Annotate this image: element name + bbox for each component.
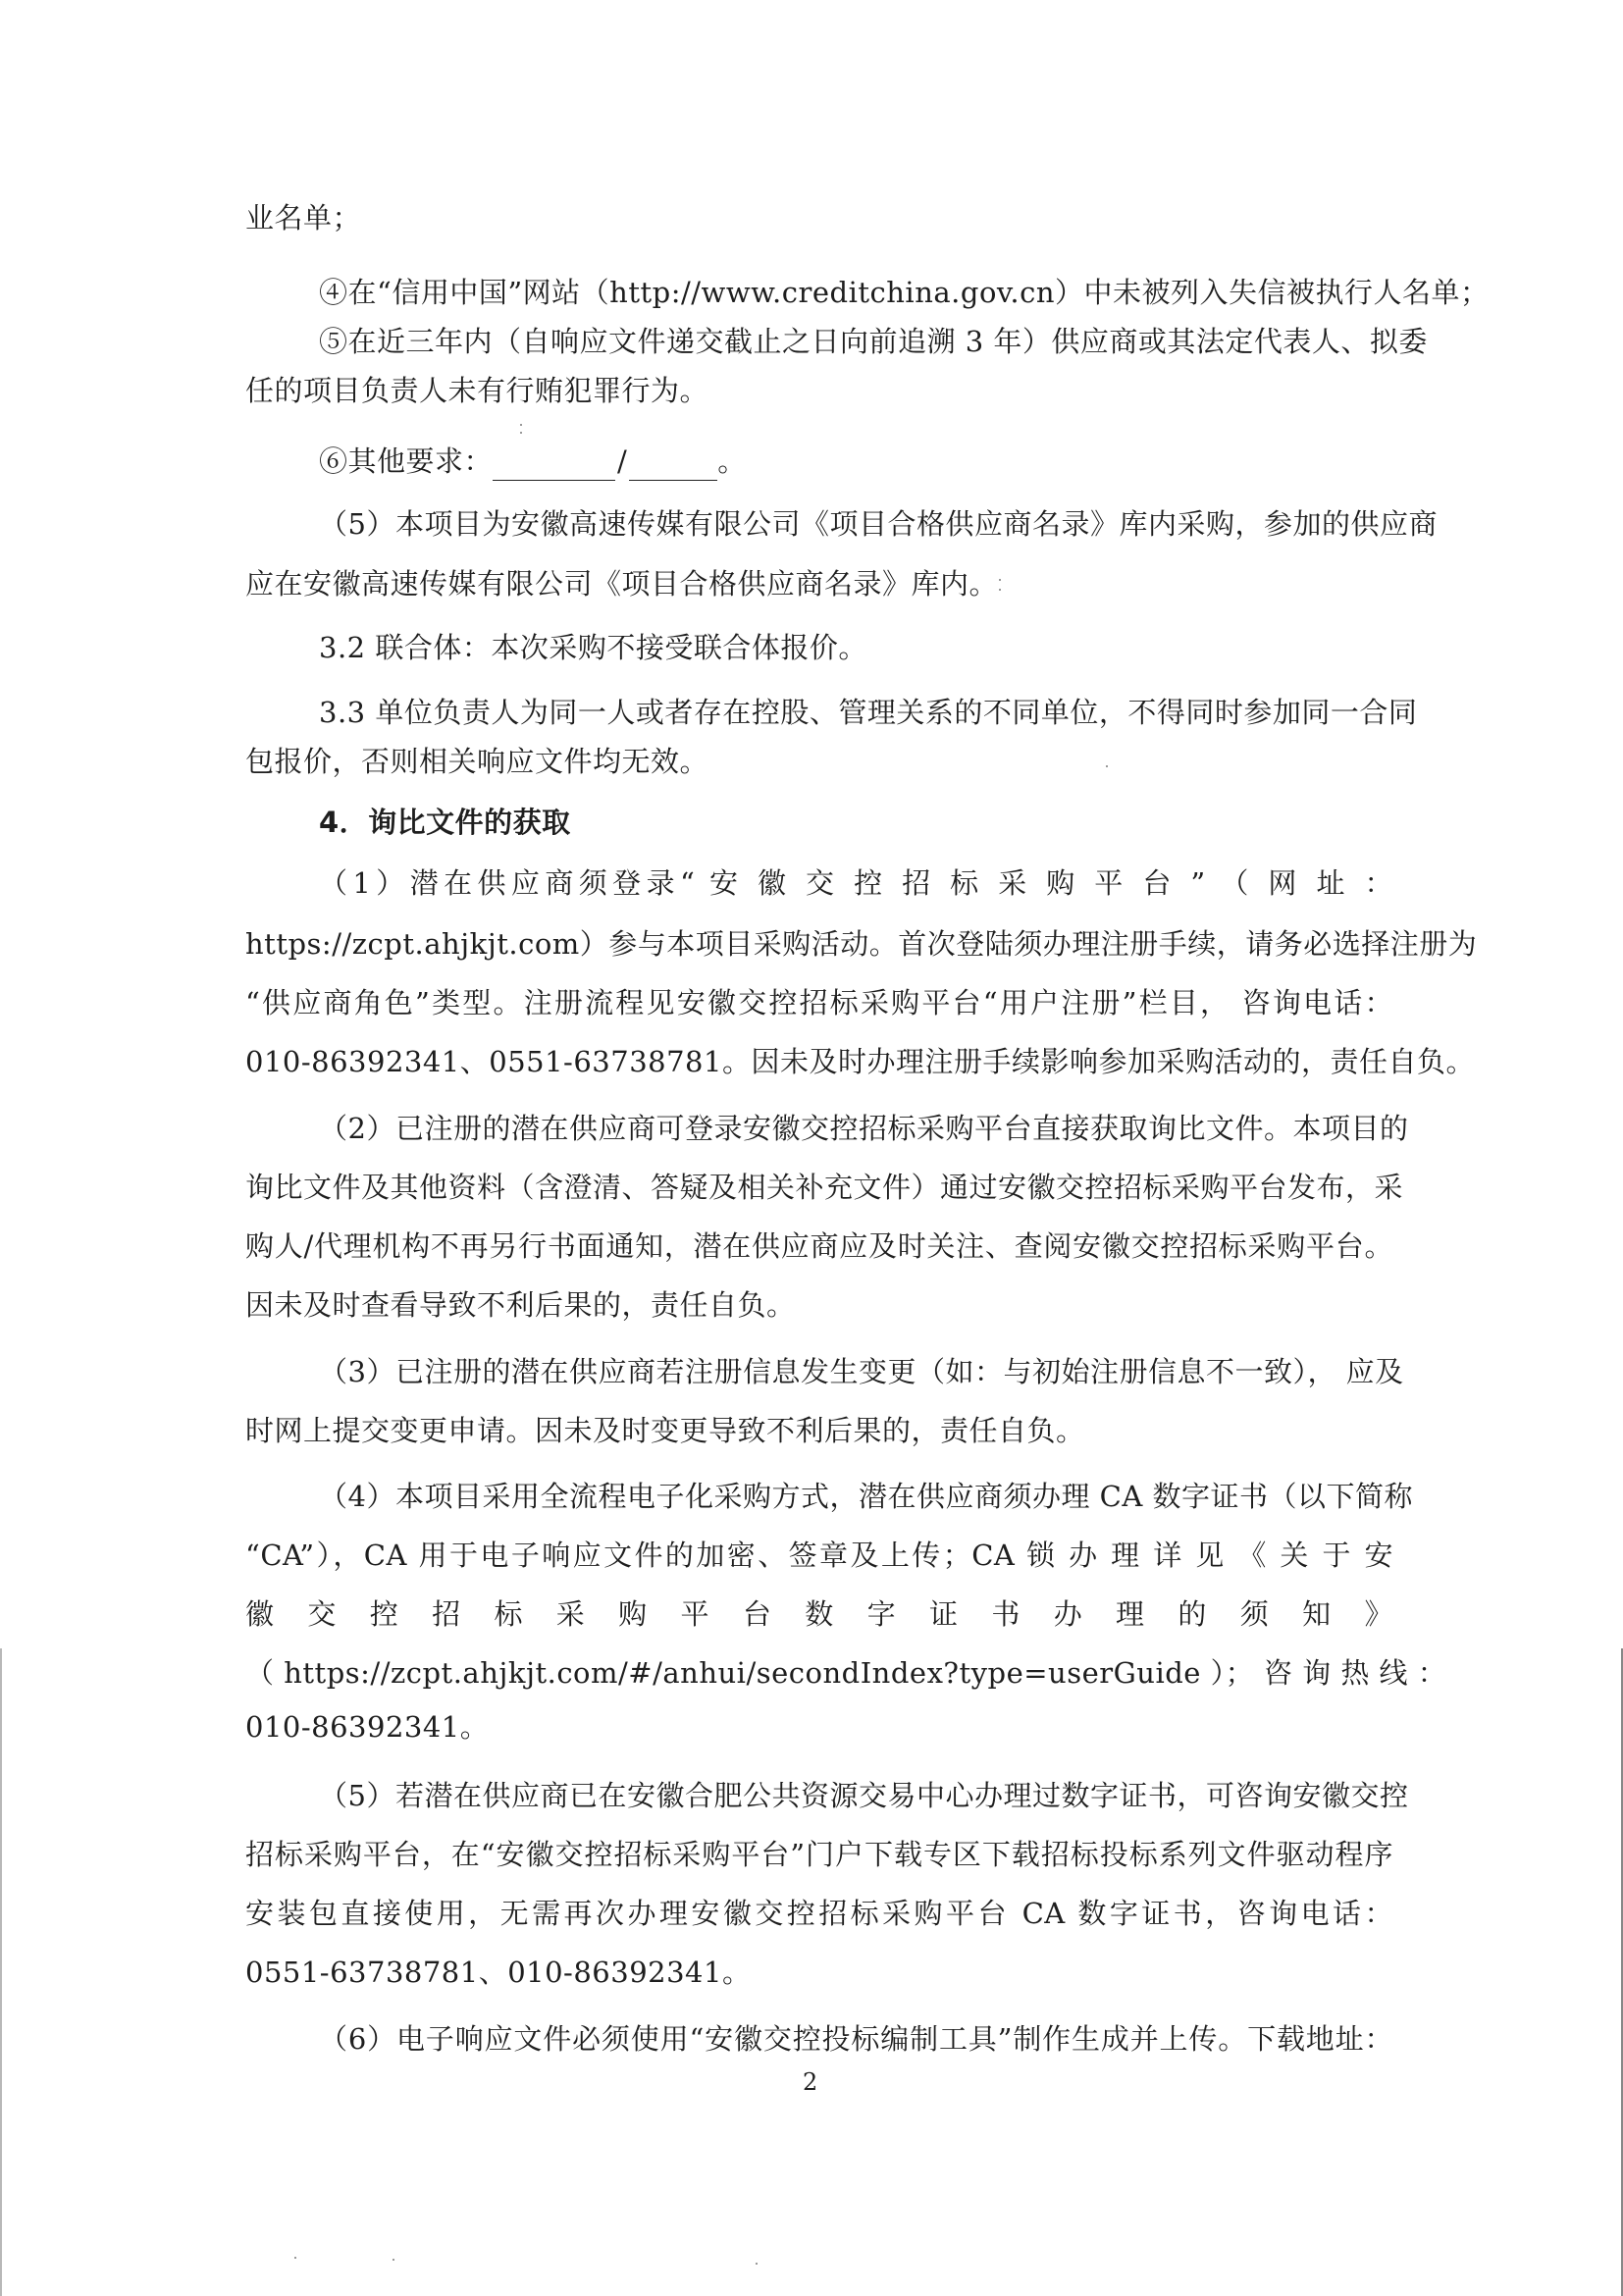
text-line: （ https://zcpt.ahjkjt.com/#/anhui/secondIndex?type=userGuide ）； 咨 询 热 线 ： xyxy=(245,1656,1447,1690)
scan-speck xyxy=(1106,765,1108,767)
text-line: 010-86392341。 xyxy=(245,1710,490,1744)
blank-field xyxy=(629,452,717,481)
text-line: ④在“信用中国”网站（http://www.creditchina.gov.cn）中未被列入失信被执行人名单； xyxy=(319,276,1490,309)
text-line: 业名单； xyxy=(245,201,362,235)
section-heading: 4．询比文件的获取 xyxy=(319,806,571,839)
text-line: （5）若潜在供应商已在安徽合肥公共资源交易中心办理过数字证书，可咨询安徽交控 xyxy=(319,1779,1409,1812)
text-line: 0551-63738781、010-86392341。 xyxy=(245,1956,752,1989)
text-line: 安装包直接使用，无需再次办理安徽交控招标采购平台 CA 数字证书，咨询电话： xyxy=(245,1897,1393,1930)
text-line: ⑤在近三年内（自响应文件递交截止之日向前追溯 3 年）供应商或其法定代表人、拟委 xyxy=(319,325,1428,358)
text-line: （1）潜在供应商须登录“ 安 徽 交 控 招 标 采 购 平 台 ” （ 网 址 ： xyxy=(319,866,1393,900)
scan-speck xyxy=(999,589,1001,591)
text-line: （6）电子响应文件必须使用“安徽交控投标编制工具”制作生成并上传。下载地址： xyxy=(319,2022,1393,2056)
blank-separator: / xyxy=(617,444,628,478)
scan-speck xyxy=(393,2259,394,2261)
text-line: （2）已注册的潜在供应商可登录安徽交控招标采购平台直接获取询比文件。本项目的 xyxy=(319,1112,1409,1145)
text-line: 应在安徽高速传媒有限公司《项目合格供应商名录》库内。 xyxy=(245,567,999,600)
text-line: 询比文件及其他资料（含澄清、答疑及相关补充文件）通过安徽交控招标采购平台发布，采 xyxy=(245,1171,1404,1204)
scan-edge-mark xyxy=(0,1648,2,2296)
text-line: 任的项目负责人未有行贿犯罪行为。 xyxy=(245,374,709,407)
text-line: 3.2 联合体：本次采购不接受联合体报价。 xyxy=(319,631,867,664)
text-line: 徽 交 控 招 标 采 购 平 台 数 字 证 书 办 理 的 须 知 》 xyxy=(245,1597,1393,1631)
page-number: 2 xyxy=(803,2068,818,2096)
text-line: 招标采购平台，在“安徽交控招标采购平台”门户下载专区下载招标投标系列文件驱动程序 xyxy=(245,1838,1393,1871)
text-line: （4）本项目采用全流程电子化采购方式，潜在供应商须办理 CA 数字证书（以下简称 xyxy=(319,1480,1414,1513)
scan-speck xyxy=(999,579,1001,581)
text-line: “CA”），CA 用于电子响应文件的加密、签章及上传；CA 锁 办 理 详 见 《 关 于 安 xyxy=(245,1539,1393,1572)
text-line: https://zcpt.ahjkjt.com）参与本项目采购活动。首次登陆须办理注册手续，请务必选择注册为 xyxy=(245,927,1478,961)
text-line: （5）本项目为安徽高速传媒有限公司《项目合格供应商名录》库内采购，参加的供应商 xyxy=(319,507,1438,541)
text-line: 包报价，否则相关响应文件均无效。 xyxy=(245,745,709,778)
blank-field xyxy=(493,452,615,481)
text-line: 因未及时查看导致不利后果的，责任自负。 xyxy=(245,1288,796,1322)
text-line: 购人/代理机构不再另行书面通知，潜在供应商应及时关注、查阅安徽交控招标采购平台。 xyxy=(245,1229,1393,1263)
text-line: 010-86392341、0551-63738781。因未及时办理注册手续影响参加采购活动的，责任自负。 xyxy=(245,1045,1475,1078)
other-requirements-label: ⑥其他要求： xyxy=(319,444,494,478)
text-line: （3）已注册的潜在供应商若注册信息发生变更（如：与初始注册信息不一致）， 应及 xyxy=(319,1355,1404,1388)
scan-speck xyxy=(756,2263,758,2265)
text-line: 3.3 单位负责人为同一人或者存在控股、管理关系的不同单位，不得同时参加同一合同 xyxy=(319,696,1418,729)
scan-speck xyxy=(520,424,522,426)
text-line: “供应商角色”类型。注册流程见安徽交控招标采购平台“用户注册”栏目， 咨询电话： xyxy=(245,986,1393,1019)
scan-speck xyxy=(520,432,522,434)
line-end-mark: 。 xyxy=(717,444,747,478)
text-line: 时网上提交变更申请。因未及时变更导致不利后果的，责任自负。 xyxy=(245,1414,1085,1447)
other-requirements-line xyxy=(319,442,747,481)
scan-speck xyxy=(294,2257,296,2259)
